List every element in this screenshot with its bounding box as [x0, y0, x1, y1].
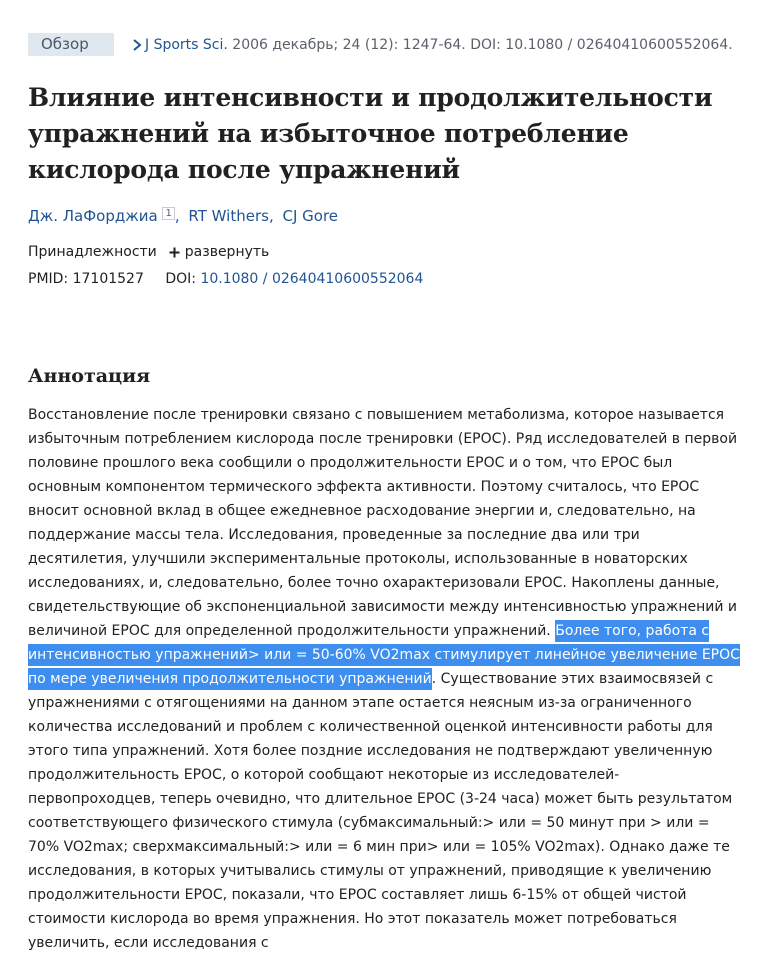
affiliations-label: Принадлежности [28, 244, 157, 260]
author-link[interactable]: Дж. ЛаФорджиа [28, 207, 158, 225]
chevron-right-icon[interactable] [131, 38, 143, 52]
affiliations-row [28, 244, 269, 260]
author-link[interactable]: CJ Gore [282, 207, 339, 225]
identifiers [28, 271, 423, 287]
pmid-label: PMID: [28, 271, 69, 287]
journal-link[interactable]: J Sports Sci. [145, 36, 228, 53]
affiliation-marker[interactable]: 1 [162, 207, 174, 220]
plus-icon[interactable] [169, 247, 180, 258]
doi-label: DOI: [165, 271, 196, 287]
abstract-heading: Аннотация [28, 365, 151, 387]
pmid-value: 17101527 [72, 271, 144, 287]
abstract-text [28, 403, 740, 955]
expand-button[interactable]: развернуть [184, 244, 270, 260]
citation-bar [28, 33, 733, 56]
article-title: Влияние интенсивности и продолжительности упражнений на избыточное потребление кислорода после упражнений [28, 83, 713, 184]
abstract-text-part: . Существование этих взаимосвязей с упражнениями с отягощениями на данном этапе остается неясным из-за ограниченного количества исследований и проблем с количественной оценкой интенсивности работы для этого типа упражнений. Хотя более поздние исследования не подтверждают увеличенную продолжительность EPOC, о которой сообщают некоторые из исследователей-первопроходцев, теперь очевидно, что длительное EPOC (3-24 часа) может быть результатом соответствующего физического стимула (субмаксимальный:> или = 50 минут при > или = 70% VO2max; сверхмаксимальный:> или = 6 мин при> или = 105% VO2max). Однако даже те исследования, в которых учитывались стимулы от упражнений, приводящие к увеличению продолжительности EPOC, показали, что EPOC составляет лишь 6-15% от общей чистой стоимости кислорода во время упражнения. Но этот показатель может потребоваться увеличить, если исследования с [28, 671, 733, 951]
citation [145, 37, 733, 53]
highlighted-selection: Более того, работа с интенсивностью упражнений> или = 50-60% VO2max стимулирует линейное увеличение EPOC по мере увеличения продолжительности упражнений [28, 620, 740, 690]
abstract-text-part: Восстановление после тренировки связано с повышением метаболизма, которое называется избыточным потреблением кислорода после тренировки (EPOC). Ряд исследователей в первой половине прошлого века сообщили о продолжительности EPOC и о том, что EPOC был основным компонентом термического эффекта активности. Поэтому считалось, что EPOC вносит основной вклад в общее ежедневное расходование энергии и, следовательно, на поддержание массы тела. Исследования, проведенные за последние два или три десятилетия, улучшили экспериментальные протоколы, использованные в новаторских исследованиях, и, следовательно, более точно охарактеризовали EPOC. Накоплены данные, свидетельствующие об экспоненциальной зависимости между интенсивностью упражнений и величиной EPOC для определенной продолжительности упражнений. [28, 407, 738, 639]
author-link[interactable]: RT Withers [188, 207, 269, 225]
author-list: Дж. ЛаФорджиа $^1$ , RT Withers, CJ Gore [28, 207, 339, 225]
citation-details: 2006 декабрь; 24 (12): 1247-64. DOI: 10.1080 / 02640410600552064. [227, 36, 733, 53]
doi-link[interactable]: 10.1080 / 02640410600552064 [200, 271, 424, 287]
article-type-badge: Обзор [28, 33, 114, 56]
